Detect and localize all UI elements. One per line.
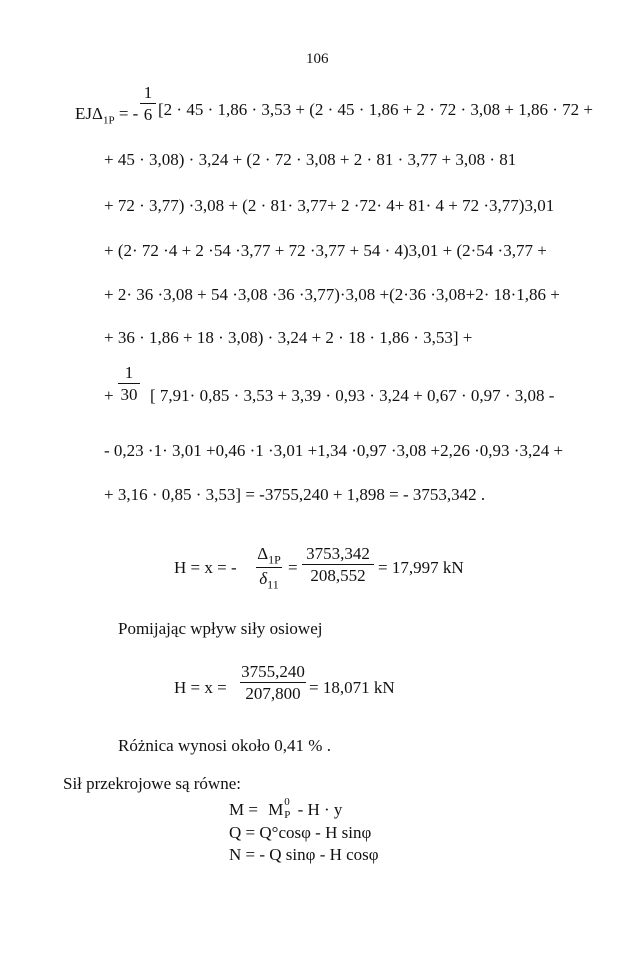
eq2-frac1-num-sub: 1P — [268, 552, 281, 567]
fraction-bar — [302, 564, 374, 565]
force-q: Q = Q°cosφ - H sinφ — [229, 823, 372, 842]
eq1-line7-frac-num: 1 — [124, 363, 134, 382]
eq1-line7-frac-den: 30 — [120, 385, 138, 404]
force-m-lhs: M = — [229, 800, 258, 819]
eq1-line4: + (2· 72 ·4 + 2 ·54 ·3,77 + 72 ·3,77 + 54 · 4)3,01 + (2·54 ·3,77 + — [104, 241, 547, 260]
eq1-line8: - 0,23 ·1· 3,01 +0,46 ·1 ·3,01 +1,34 ·0,97 ·3,08 +2,26 ·0,93 ·3,24 + — [104, 441, 564, 460]
fraction-bar — [256, 567, 282, 568]
eq2-result: = 17,997 kN — [378, 558, 464, 577]
eq1-line7-fraction — [118, 364, 140, 403]
fraction-bar — [240, 682, 306, 683]
eq1-lhs — [75, 104, 138, 126]
eq2-frac2-num: 3753,342 — [306, 544, 370, 563]
fraction-bar — [140, 103, 156, 104]
eq3-frac-num: 3755,240 — [241, 662, 305, 681]
text-pomijajac: Pomijając wpływ siły osiowej — [118, 619, 323, 638]
force-m-sub: P — [284, 809, 291, 821]
eq1-line5: + 2· 36 ·3,08 + 54 ·3,08 ·36 ·3,77)·3,08 +(2·36 ·3,08+2· 18·1,86 + — [104, 285, 560, 304]
eq1-line7-plus: + — [104, 386, 114, 405]
eq1-lhs-sub: 1P — [102, 114, 115, 127]
force-m — [229, 796, 343, 821]
eq2-frac1-den — [256, 570, 282, 590]
page-number: 106 — [306, 51, 329, 67]
eq3-lhs: H = x = — [174, 678, 227, 697]
eq2-fraction-1 — [256, 545, 282, 591]
eq1-line6: + 36 · 1,86 + 18 · 3,08) · 3,24 + 2 · 18 · 1,86 · 3,53] + — [104, 328, 473, 347]
eq1-frac-den: 6 — [143, 105, 153, 124]
eq1-frac-num: 1 — [143, 83, 153, 102]
delta-small-symbol: δ — [259, 569, 268, 589]
delta-symbol: Δ — [257, 544, 269, 563]
eq2-frac2-den: 208,552 — [310, 566, 366, 585]
text-roznica: Różnica wynosi około 0,41 % . — [118, 736, 331, 755]
eq1-line3: + 72 · 3,77) ·3,08 + (2 · 81· 3,77+ 2 ·72· 4+ 81· 4 + 72 ·3,77)3,01 — [104, 196, 555, 215]
force-m-symbol: M 0 P — [268, 796, 291, 821]
eq1-fraction — [140, 84, 156, 123]
eq1-line2: + 45 · 3,08) · 3,24 + (2 · 72 · 3,08 + 2 · 81 · 3,77 + 3,08 · 81 — [104, 150, 517, 169]
eq2-eq: = — [288, 558, 298, 577]
eq2-frac1-den-sub: 11 — [267, 577, 279, 592]
eq2-lhs: H = x = - — [174, 558, 237, 577]
eq1-eq-sign: = - — [114, 104, 139, 123]
force-m-sup: 0 — [284, 796, 290, 808]
text-sily-przekrojowe: Sił przekrojowe są równe: — [63, 774, 241, 793]
eq1-line9: + 3,16 · 0,85 · 3,53] = -3755,240 + 1,898 = - 3753,342 . — [104, 485, 486, 504]
eq3-frac-den: 207,800 — [245, 684, 301, 703]
eq1-line7: [ 7,91· 0,85 · 3,53 + 3,39 · 0,93 · 3,24 + 0,67 · 0,97 · 3,08 - — [150, 386, 555, 405]
eq3-result: = 18,071 kN — [309, 678, 395, 697]
eq3-fraction — [240, 663, 306, 702]
force-n: N = - Q sinφ - H cosφ — [229, 845, 379, 864]
eq1-lhs-symbol: EJΔ — [75, 104, 103, 123]
eq2-fraction-2 — [302, 545, 374, 584]
eq2-frac1-num — [256, 545, 282, 565]
eq1-line1: [2 · 45 · 1,86 · 3,53 + (2 · 45 · 1,86 + 2 · 72 · 3,08 + 1,86 · 72 + — [158, 100, 593, 119]
force-m-rest: - H · y — [293, 800, 343, 819]
fraction-bar — [118, 383, 140, 384]
